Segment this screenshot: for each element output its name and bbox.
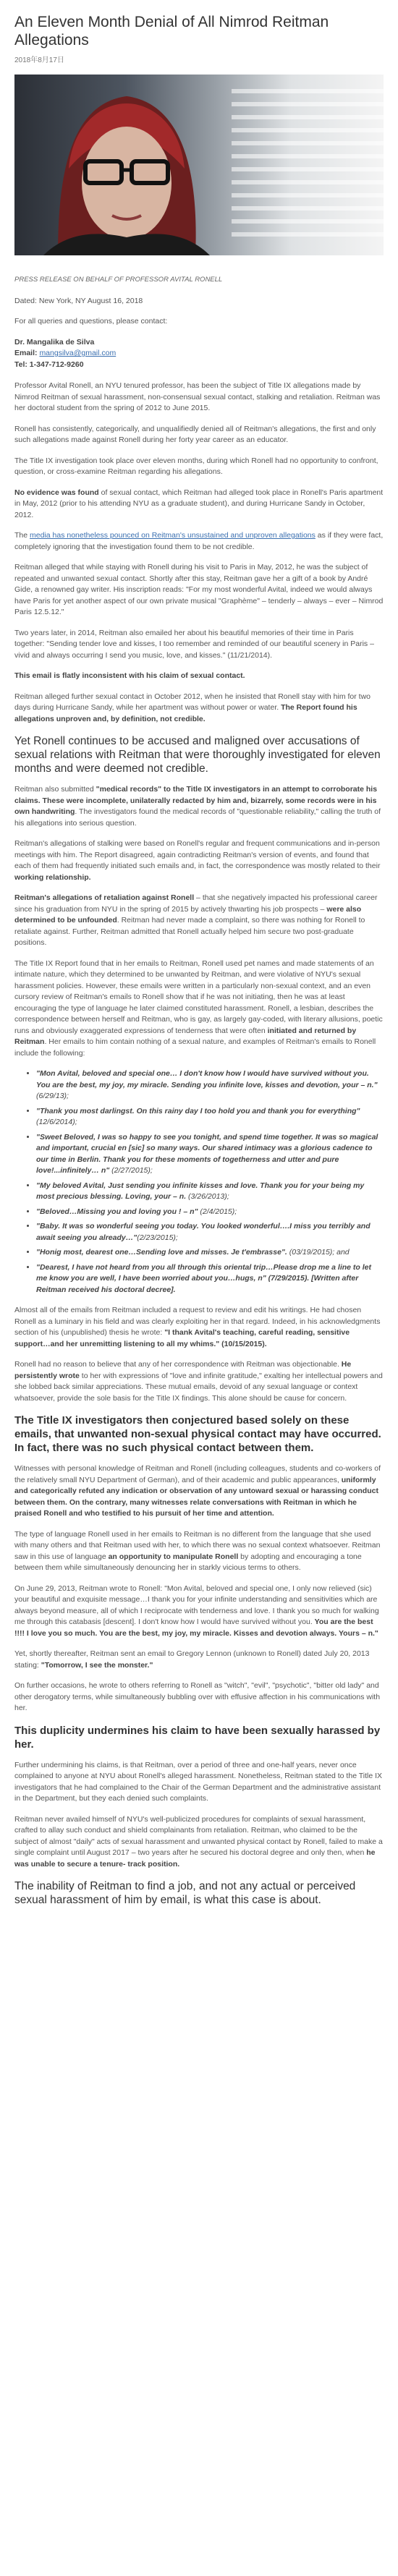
email-quote: [36, 1068, 384, 1102]
quote-text: "Sweet Beloved, I was so happy to see you tonight, and spend time together. It was so magical and important, crucial en [sic] so many ways. Our shared intimacy was a glorious cadence to our time in Berlin. Thank you for these moments of togetherness and utter and pure love!...infinitely… n": [36, 1132, 378, 1175]
email-quote: [36, 1207, 384, 1218]
bold-text: "I thank Avital's teaching, careful reading, sensitive support…and her unremitting listening to all my whims." (10/15/2015).: [14, 1328, 350, 1348]
bold-text: He persistently wrote: [14, 1360, 352, 1380]
bold-text: working relationship.: [14, 872, 91, 882]
quote-text: "Honig most, dearest one…Sending love and misses. Je t'embrasse".: [36, 1248, 287, 1257]
bold-text: The Report found his allegations unproven and, by definition, not credible.: [14, 703, 357, 723]
text: Reitman also submitted: [14, 785, 96, 794]
paragraph: [14, 671, 384, 682]
photo-caption: PRESS RELEASE ON BEHALF OF PROFESSOR AVITAL RONELL: [14, 276, 223, 284]
quote-date: [Written after Reitman received his doctoral decree].: [36, 1274, 359, 1294]
quote-text: "Thank you most darlingst. On this rainy day I too hold you and thank you for everything": [36, 1106, 360, 1115]
text: . Her emails to him contain nothing of a sexual nature, and examples of Reitman's emails to Ronell include the following:: [14, 1037, 376, 1058]
paragraph: Further undermining his claims, is that Reitman, over a period of three and one-half years, never once complained to anyone at NYU about Ronell's alleged harassment. Nonetheless, Reitman stated to the Title IX investigators that he had complained to the Chair of the German Department and the administrative assistant in the Department, but they each denied such complaints.: [14, 1760, 383, 1803]
quote-date: (2/4/2015);: [198, 1207, 237, 1216]
email-quote: [36, 1247, 384, 1259]
paragraph: [14, 530, 384, 553]
paragraph: [14, 1305, 384, 1350]
text: The Title IX Report found that in her emails to Reitman, Ronell used pet names and made statements of an intimate nature, which they determined to be unwanted by Reitman, and were violative of NYU's sexual harassment policies. However, these emails were written in a particularly non-sexual context, and an even cursory review of Reitman's emails to Ronell show that if he was not initiating, then he was at least encouraging the type of language he later claimed constituted harassment. Ronell, a lesbian, describes the correspondence between herself and Reitman, who is gay, as largely gay-coded, with literary allusions, poetic runs and obviously exaggerated expressions of tenderness that were often: [14, 958, 383, 1035]
text: Yet, shortly thereafter, Reitman sent an email to Gregory Lennon (unknown to Ronell) dated July 20, 2013 stating:: [14, 1649, 370, 1670]
quote-text: "Mon Avital, beloved and special one… I don't know how I would have survived without you. You are the best, my joy, my miracle. Sending you infinite love, kisses and devotion, your – n.": [36, 1069, 378, 1089]
contact-intro: For all queries and questions, please contact:: [14, 317, 168, 326]
text: Reitman's allegations of stalking were based on Ronell's regular and frequent communications and in-person meetings with him. The Report disagreed, again contradicting Reitman's version of events, and found that each of them had frequently initiated such emails and, in fact, the correspondence was mostly related to their: [14, 839, 381, 870]
paragraph: [14, 488, 384, 522]
text: of sexual contact, which Reitman had alleged took place in Ronell's Paris apartment in May, 2012 (prior to his attending NYU as a graduate student), and during Hurricane Sandy in October, 2012.: [14, 488, 384, 519]
paragraph: [14, 1359, 384, 1404]
text: Witnesses with personal knowledge of Reitman and Ronell (including colleagues, students and co-workers of the relatively small NYU Department of German), and of their academic and public appearances,: [14, 1464, 381, 1484]
paragraph: The Title IX investigation took place over eleven months, during which Ronell had no opportunity to confront, question, or cross-examine Reitman regarding his allegations.: [14, 456, 378, 476]
bold-text: initiated and returned by Reitman: [14, 1026, 357, 1046]
paragraph: On further occasions, he wrote to others referring to Ronell as "witch", "evil", "psychotic", "bitter old lady" and other derogatory terms, while simultaneously bubbling over with effusive affection in his communications with her.: [14, 1681, 381, 1712]
text: Almost all of the emails from Reitman included a request to review and edit his writings. He had chosen Ronell as a luminary in his field and was clearly exploiting her in that regard. Indeed, in his acknowledgments section of his (unpublished) thesis he wrote:: [14, 1306, 381, 1337]
text: Reitman alleged further sexual contact in October 2012, when he insisted that Ronell stay with him for two days during Hurricane Sandy, while her apartment was without power or water.: [14, 692, 371, 712]
paragraph: [14, 1814, 384, 1871]
bold-text: No evidence was found: [14, 488, 99, 497]
text: by adopting and encouraging a tone between them while simultaneously denouncing her in starkly vicious terms to others.: [14, 1552, 362, 1572]
section-heading: This duplicity undermines his claim to have been sexually harassed by her.: [14, 1724, 381, 1751]
email-quote: [36, 1221, 384, 1244]
quote-date: (03/19/2015); and: [287, 1248, 350, 1257]
article-title: An Eleven Month Denial of All Nimrod Reitman Allegations: [14, 14, 329, 48]
bold-text: were also determined to be unfounded: [14, 904, 362, 924]
bold-text: uniformly and categorically refuted any indication or observation of any untoward sexual or harassing conduct between them. On the contrary, many witnesses relate conversations with Reitman in which he praised Ronell and who testified to his pursuit of her time and attention.: [14, 1475, 378, 1518]
paragraph: [14, 958, 384, 1060]
email-quote: [36, 1106, 384, 1128]
paragraph: [14, 1649, 384, 1671]
paragraph: [14, 1529, 384, 1574]
paragraph: [14, 692, 384, 726]
email-quote-list: [14, 1068, 384, 1296]
bold-text: Reitman's allegations of retaliation against Ronell: [14, 893, 195, 902]
paragraph: Two years later, in 2014, Reitman also emailed her about his beautiful memories of their time in Paris together: "Sending tender love and kisses, I too remember and reminded of our beautiful scenery in Paris – vivid and always occurring I send you music, love, and kisses." (11/21/2014).: [14, 628, 374, 660]
text: The type of language Ronell used in her emails to Reitman is no different from the language that she used with many others and that Reitman used with her, to which there was no sexual context whatsoever. Reitman saw in this use of language: [14, 1529, 381, 1561]
publish-date: 2018年8月17日: [14, 56, 64, 64]
contact-email-label: Email:: [14, 349, 38, 357]
paragraph: Reitman alleged that while staying with Ronell during his visit to Paris in May, 2012, he was the subject of repeated and unwanted sexual contact. Shortly after this stay, Reitman gave her a gift of a book by André Gide, a renowned gay writer. His inscription reads: "For my most wonderful Avital, indeed we would always have Paris for yet another aspect of our own private musical "Graphème" – tenderly – always – ever – Nimrod Paris 12.5.12.": [14, 563, 384, 616]
dated-line: Dated: New York, NY August 16, 2018: [14, 296, 143, 305]
contact-tel: Tel: 1-347-712-9260: [14, 360, 84, 369]
text: . The investigators found the medical records of "questionable reliability," calling the truth of his allegations into serious question.: [14, 807, 381, 828]
contact-email-link[interactable]: mangsilva@gmail.com: [39, 349, 117, 357]
quote-date: (6/29/13);: [36, 1092, 69, 1100]
email-quote: [36, 1132, 384, 1177]
text: Reitman never availed himself of NYU's well-publicized procedures for complaints of sexual harassment, crafted to allay such conduct and shield complainants from retaliation. Reitman, who claimed to be the subject of almost "daily" acts of sexual harassment and unwanted physical contact by Ronell, failed to make a single complaint until August 2017 – two years after he secured his doctoral degree and only then, when: [14, 1814, 383, 1857]
quote-text: "Beloved…Missing you and loving you ! – n": [36, 1207, 198, 1216]
hero-photo: [14, 75, 384, 255]
section-heading: The Title IX investigators then conjectured based solely on these emails, that unwanted non-sexual physical contact may have occurred. In fact, there was no such physical contact between them.: [14, 1414, 381, 1454]
email-quote: [36, 1181, 384, 1203]
section-heading: The inability of Reitman to find a job, and not any actual or perceived sexual harassment of him by email, is what this case is about.: [14, 1880, 356, 1906]
contact-block: [14, 337, 384, 371]
quote-date: (2/27/2015);: [109, 1166, 153, 1175]
quote-text: "My beloved Avital, Just sending you infinite kisses and love. Thank you for your being my most precious blessing. Loving, your – n.: [36, 1181, 365, 1201]
bold-text: he was unable to secure a tenure- track position.: [14, 1848, 376, 1869]
quote-text: "Baby. It was so wonderful seeing you today. You looked wonderful….I miss you terribly and await seeing you already…": [36, 1222, 371, 1242]
quote-date: (2/23/2015);: [137, 1233, 178, 1242]
text: . Reitman had never made a complaint, so there was nothing for Ronell to retaliate against. Further, Reitman admitted that Ronell actually helped him secure two post-graduate positions.: [14, 916, 365, 947]
media-article-link[interactable]: media has nonetheless pounced on Reitman's unsustained and unproven allegations: [30, 531, 316, 540]
text: The: [14, 531, 30, 540]
text: On June 29, 2013, Reitman wrote to Ronell: "Mon Avital, beloved and special one, I only now relieved (sic) your beautiful and exquisite message…I thank you for your infinite understanding and sensitivities which are always beyond measure, all of which I reciprocate with tenderness and love. I thank you so much for walking me through this catabasis [descent]. I don't know how I would have survived without you.: [14, 1584, 379, 1626]
paragraph: Professor Avital Ronell, an NYU tenured professor, has been the subject of Title IX allegations made by Nimrod Reitman of sexual harassment, non-consensual sexual contact, stalking and retaliation. Reitman was her doctoral student from the spring of 2012 to June 2015.: [14, 381, 381, 412]
quote-text: "Dearest, I have not heard from you all through this oriental trip…Please drop me a line to let me know you are well, I have been worried about you…hugs, n" (7/29/2015).: [36, 1262, 371, 1283]
paragraph: [14, 1584, 384, 1640]
paragraph: [14, 784, 384, 829]
contact-name: Dr. Mangalika de Silva: [14, 337, 95, 347]
quote-date: (3/26/2013);: [186, 1192, 229, 1201]
bold-text: "medical records" to the Title IX investigators in an attempt to corroborate his claims. These were incomplete, unilaterally redacted by him and, bizarrely, some records were in his own handwriting: [14, 785, 378, 816]
text: – that she negatively impacted his professional career since his graduation from NYU in the spring of 2015 by actively thwarting his job prospects –: [14, 893, 378, 914]
text: to her with expressions of "love and infinite gratitude," exalting her intellectual powers and she lobbed back similar appreciations. These mutual emails, devoid of any sexual language or context whatsoever, provide the sole basis for the Title IX findings. This alone should be cause for concern.: [14, 1371, 383, 1403]
bold-text: an opportunity to manipulate Ronell: [108, 1552, 239, 1561]
bold-text: This email is flatly inconsistent with his claim of sexual contact.: [14, 671, 245, 680]
paragraph: [14, 838, 384, 883]
email-quote: [36, 1262, 384, 1296]
bold-text: You are the best !!!! I love you so much. You are the best, my joy, my miracle. Kisses and devotion always. Yours – n.": [14, 1618, 378, 1638]
paragraph: Ronell has consistently, categorically, and unqualifiedly denied all of Reitman's allegations, the first and only such allegations made against Ronell during her forty year career as an educator.: [14, 424, 376, 444]
quote-date: (12/6/2014);: [36, 1118, 77, 1126]
bold-text: "Tomorrow, I see the monster.": [41, 1660, 153, 1670]
portrait-image: [43, 82, 210, 255]
text: Ronell had no reason to believe that any of her correspondence with Reitman was objectionable.: [14, 1360, 342, 1369]
section-heading: Yet Ronell continues to be accused and maligned over accusations of sexual relations with Reitman that were thoroughly investigated for eleven months and were deemed not credible.: [14, 735, 381, 775]
paragraph: [14, 1463, 384, 1520]
paragraph: [14, 893, 384, 949]
text: as if they were fact, completely ignoring that the investigation found them to be not credible.: [14, 531, 384, 551]
